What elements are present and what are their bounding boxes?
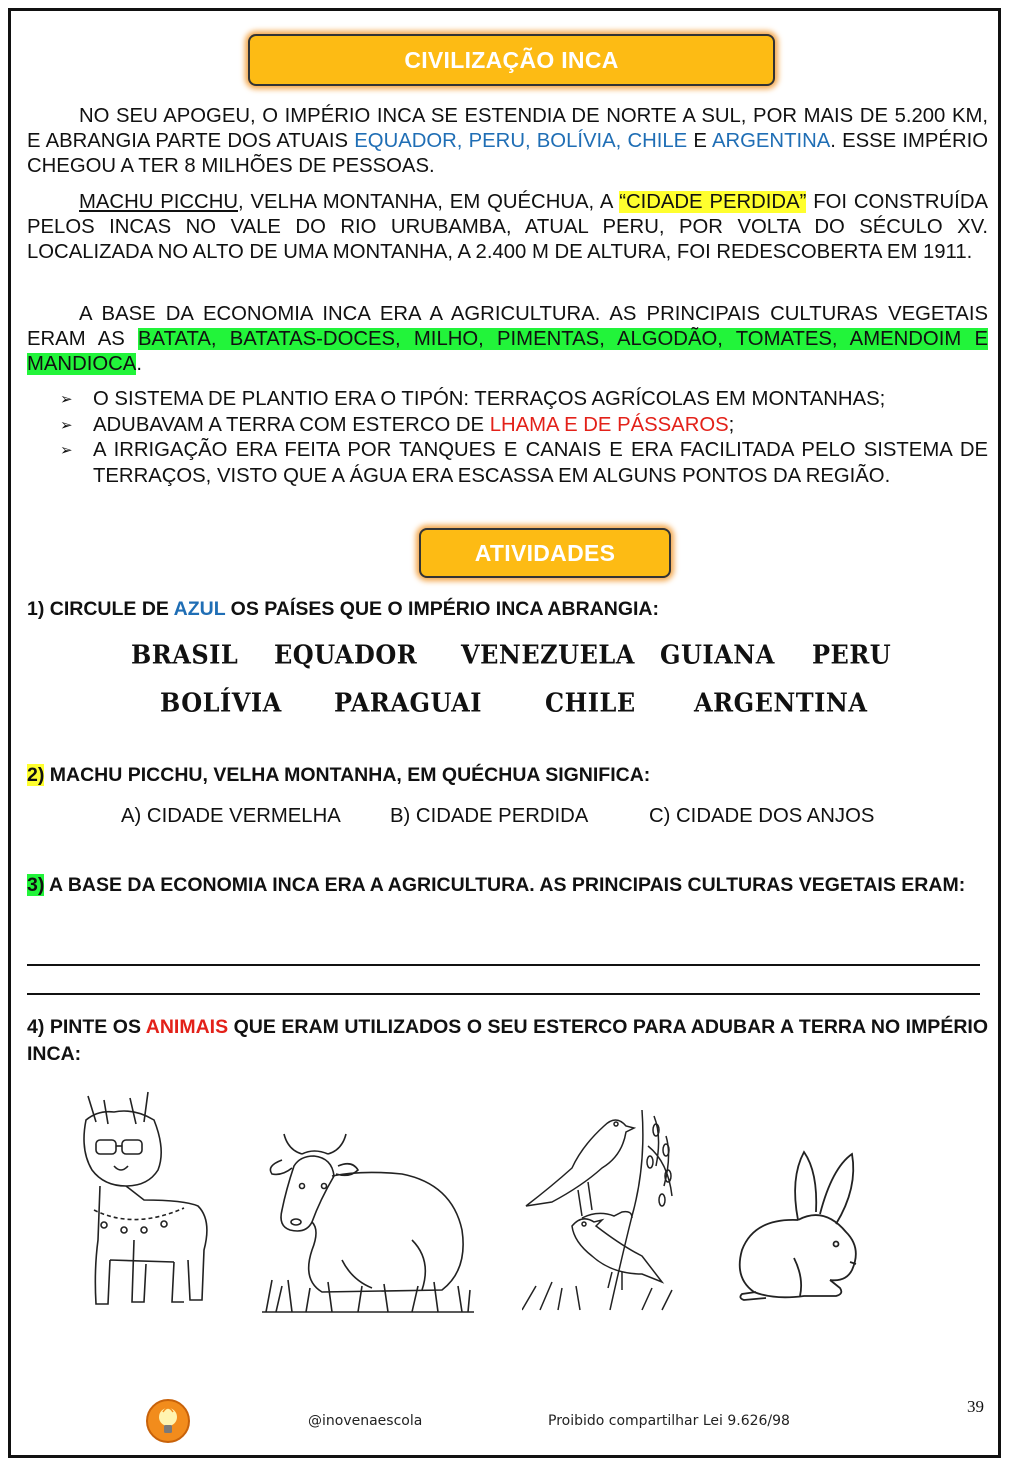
- bullet-list: [58, 387, 988, 489]
- question-3: [27, 872, 988, 899]
- bullet-red-text: LHAMA E DE PÁSSAROS: [489, 413, 729, 436]
- q3-text: A BASE DA ECONOMIA INCA ERA A AGRICULTURA. AS PRINCIPAIS CULTURAS VEGETAIS ERAM:: [44, 874, 966, 896]
- country-guiana[interactable]: GUIANA: [660, 638, 775, 671]
- country-brasil[interactable]: BRASIL: [131, 638, 239, 671]
- bullet-text: O SISTEMA DE PLANTIO ERA O TIPÓN: TERRAÇOS AGRÍCOLAS EM MONTANHAS;: [93, 388, 886, 410]
- p3-text-b: .: [136, 353, 142, 375]
- question-4: [27, 1014, 988, 1068]
- p1-text-c: . ESSE IMPÉRIO CHEGOU A TER 8 MILHÕES DE PESSOAS.: [27, 130, 988, 177]
- rabbit-drawing[interactable]: [734, 1148, 868, 1302]
- arrow-icon: ➢: [60, 391, 73, 408]
- brand-logo-icon: [145, 1398, 191, 1444]
- p1-countries: EQUADOR, PERU, BOLÍVIA, CHILE: [354, 130, 688, 152]
- question-1: [27, 596, 988, 623]
- p1-text-a: NO SEU APOGEU, O IMPÉRIO INCA SE ESTENDIA DE NORTE A SUL, POR MAIS DE 5.200 KM, E ABRANGIA PARTE DOS ATUAIS: [27, 105, 988, 152]
- country-peru[interactable]: PERU: [812, 638, 892, 671]
- arrow-icon: ➢: [60, 442, 73, 459]
- cow-drawing[interactable]: [262, 1130, 474, 1315]
- arrow-icon: ➢: [60, 416, 73, 434]
- country-paraguai[interactable]: PARAGUAI: [334, 686, 483, 719]
- llama-drawing[interactable]: [74, 1090, 214, 1310]
- q2-option-a[interactable]: A) CIDADE VERMELHA: [121, 805, 341, 827]
- country-chile[interactable]: CHILE: [545, 686, 636, 719]
- footer-notice: Proibido compartilhar Lei 9.626/98: [548, 1413, 790, 1429]
- country-bolivia[interactable]: BOLÍVIA: [160, 686, 282, 719]
- country-equador[interactable]: EQUADOR: [274, 638, 418, 671]
- paragraph-economy: [27, 302, 988, 377]
- bullet-item: [58, 387, 988, 413]
- q4-text-b: QUE ERAM UTILIZADOS O SEU ESTERCO PARA ADUBAR A TERRA NO IMPÉRIO INCA:: [27, 1016, 988, 1065]
- page-title: [248, 34, 775, 86]
- p3-text-a: A BASE DA ECONOMIA INCA ERA A AGRICULTURA. AS PRINCIPAIS CULTURAS VEGETAIS ERAM AS: [27, 303, 988, 350]
- p2-text-b: FOI CONSTRUÍDA PELOS INCAS NO VALE DO RIO URUBAMBA, ATUAL PERU, POR VOLTA DO SÉCULO XV. LOCALIZADA NO ALTO DE UMA MONTANHA, A 2.400 M DE ALTURA, FOI REDESCOBERTA EM 1911.: [27, 191, 988, 263]
- q1-text-a: 1) CIRCULE DE: [27, 598, 174, 620]
- birds-drawing[interactable]: [522, 1106, 682, 1312]
- p1-argentina: ARGENTINA: [711, 130, 831, 152]
- page-title-text: CIVILIZAÇÃO INCA: [404, 46, 619, 73]
- q1-text-b: OS PAÍSES QUE O IMPÉRIO INCA ABRANGIA:: [225, 598, 659, 620]
- q2-number: 2): [27, 764, 45, 786]
- paragraph-empire: [27, 104, 988, 179]
- p2-machu-picchu: MACHU PICCHU: [79, 191, 238, 213]
- paragraph-machu-picchu: [27, 190, 988, 265]
- p3-highlight: BATATA, BATATAS-DOCES, MILHO, PIMENTAS, ALGODÃO, TOMATES, AMENDOIM E MANDIOCA: [27, 328, 988, 375]
- activities-title-text: ATIVIDADES: [474, 539, 616, 566]
- bullet-text: ADUBAVAM A TERRA COM ESTERCO DE: [93, 413, 490, 436]
- bullet-item: [58, 413, 988, 439]
- p1-text-b: E: [687, 130, 712, 152]
- footer-handle: @inovenaescola: [308, 1413, 423, 1429]
- country-venezuela[interactable]: VENEZUELA: [461, 638, 635, 671]
- question-2: [27, 762, 988, 789]
- country-argentina[interactable]: ARGENTINA: [694, 686, 868, 719]
- q4-text-a: 4) PINTE OS: [27, 1016, 146, 1038]
- bullet-text-end: ;: [728, 413, 735, 436]
- q3-number: 3): [27, 874, 45, 896]
- p2-text-a: , VELHA MONTANHA, EM QUÉCHUA, A: [237, 191, 620, 213]
- activities-title: [419, 528, 671, 578]
- page-number: 39: [967, 1397, 984, 1416]
- bullet-item: [58, 438, 988, 489]
- p2-highlight: “CIDADE PERDIDA”: [619, 191, 807, 213]
- q2-option-c[interactable]: C) CIDADE DOS ANJOS: [649, 805, 875, 827]
- q1-blue-word: AZUL: [173, 598, 226, 620]
- answer-line-1[interactable]: [27, 964, 980, 966]
- q2-text: MACHU PICCHU, VELHA MONTANHA, EM QUÉCHUA SIGNIFICA:: [44, 764, 651, 786]
- q4-red-word: ANIMAIS: [145, 1016, 229, 1038]
- bullet-text: A IRRIGAÇÃO ERA FEITA POR TANQUES E CANAIS E ERA FACILITADA PELO SISTEMA DE TERRAÇOS, VISTO QUE A ÁGUA ERA ESCASSA EM ALGUNS PONTOS DA REGIÃO.: [93, 439, 988, 487]
- q2-option-b[interactable]: B) CIDADE PERDIDA: [390, 805, 589, 827]
- answer-line-2[interactable]: [27, 993, 980, 995]
